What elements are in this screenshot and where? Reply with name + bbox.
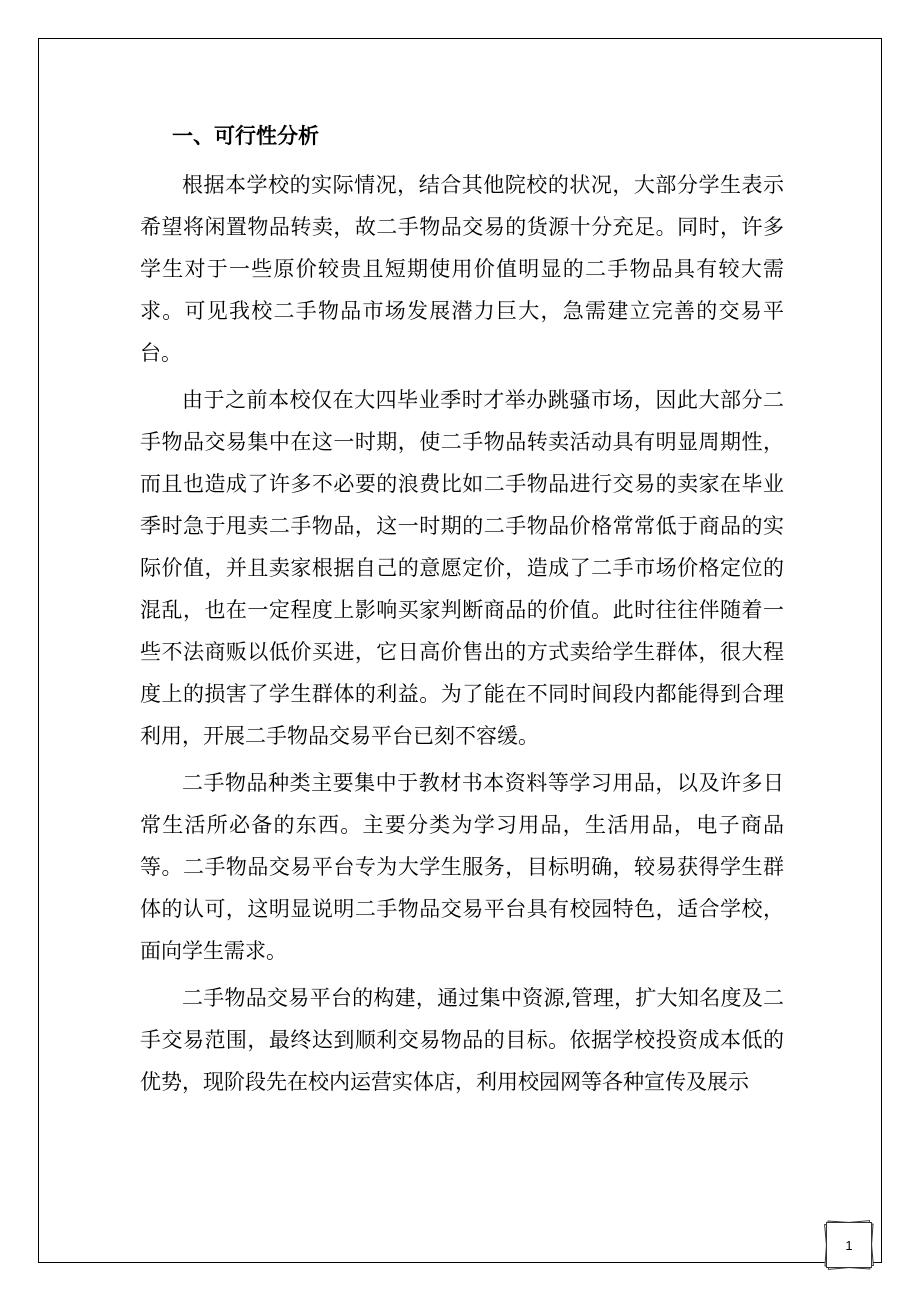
document-body	[140, 118, 784, 1108]
page-number-badge	[822, 1218, 878, 1274]
section-heading: 一、可行性分析	[172, 124, 319, 148]
paragraph-platform-construction: 二手物品交易平台的构建，通过集中资源,管理，扩大知名度及二手交易范围，最终达到顺利交易物品的目标。依据学校投资成本低的优势，现阶段先在校内运营实体店，利用校园网等各种宣传及展示	[140, 986, 784, 1094]
paragraph-market-timing: 由于之前本校仅在大四毕业季时才举办跳骚市场，因此大部分二手物品交易集中在这一时期，使二手物品转卖活动具有明显周期性，而且也造成了许多不必要的浪费比如二手物品进行交易的卖家在毕业季时急于甩卖二手物品，这一时期的二手物品价格常常低于商品的实际价值，并且卖家根据自己的意愿定价，造成了二手市场价格定位的混乱，也在一定程度上影响买家判断商品的价值。此时往往伴随着一些不法商贩以低价买进，它日高价售出的方式卖给学生群体，很大程度上的损害了学生群体的利益。为了能在不同时间段内都能得到合理利用，开展二手物品交易平台已刻不容缓。	[140, 388, 784, 748]
page-number: 1	[826, 1222, 872, 1268]
paragraph-feasibility-supply: 根据本学校的实际情况，结合其他院校的状况，大部分学生表示希望将闲置物品转卖，故二手物品交易的货源十分充足。同时，许多学生对于一些原价较贵且短期使用价值明显的二手物品具有较大需求。可见我校二手物品市场发展潜力巨大，急需建立完善的交易平台。	[140, 173, 784, 365]
paragraph-product-categories: 二手物品种类主要集中于教材书本资料等学习用品，以及许多日常生活所必备的东西。主要分类为学习用品，生活用品，电子商品等。二手物品交易平台专为大学生服务，目标明确，较易获得学生群体的认可，这明显说明二手物品交易平台具有校园特色，适合学校，面向学生需求。	[140, 771, 784, 963]
